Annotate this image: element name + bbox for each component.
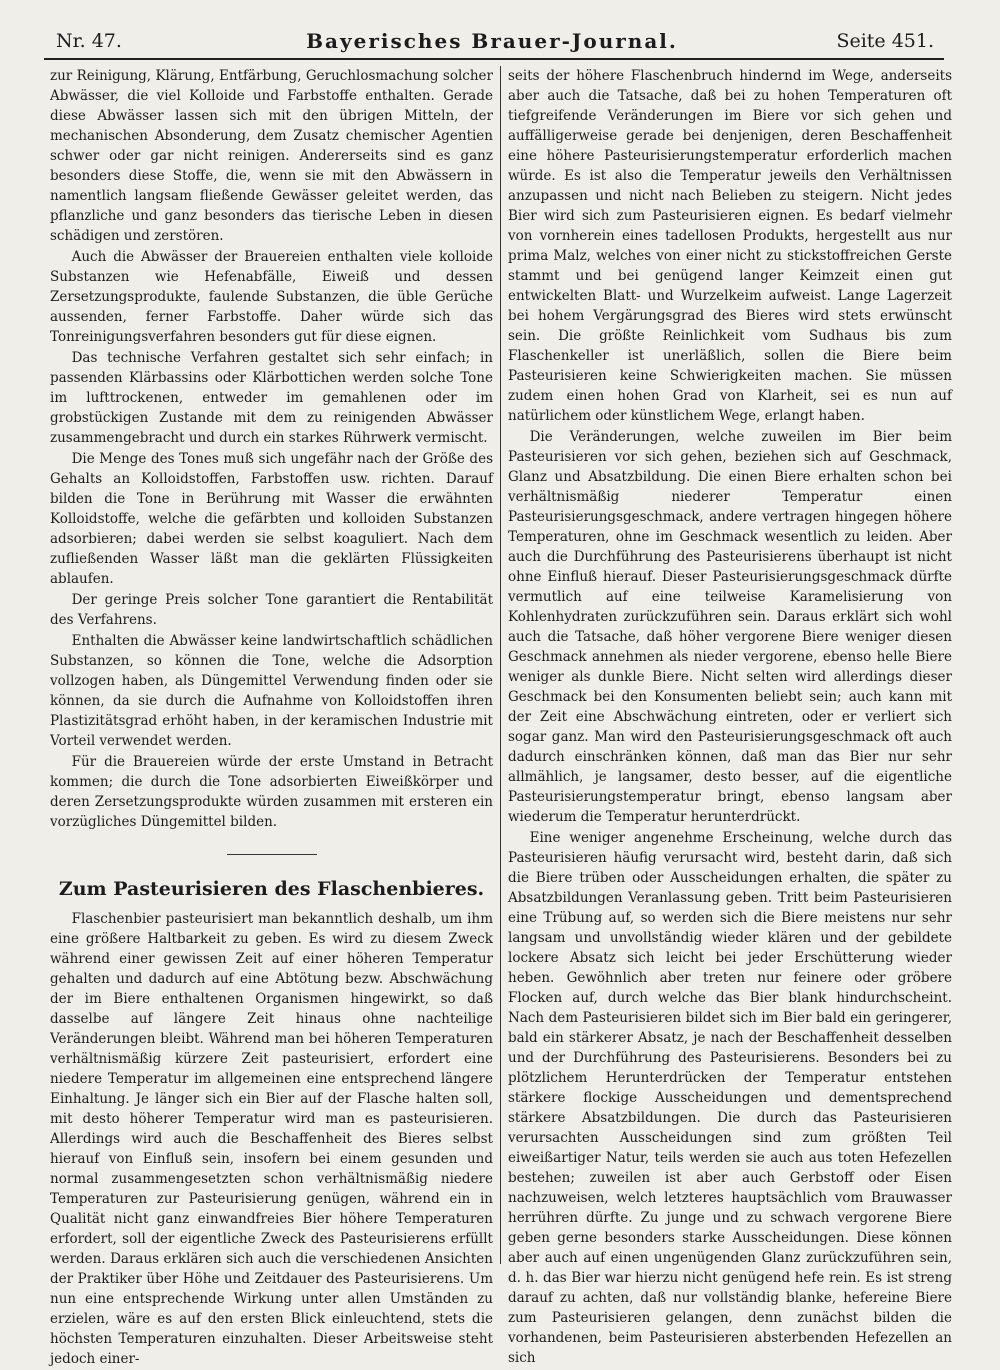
paragraph: seits der höhere Flaschenbruch hindernd im Wege, anderseits aber auch die Tatsache, daß bei zu hohen Temperaturen oft tiefgreifende Veränderungen im Biere vor sich gehen und auffälligerweise gerade bei denjenigen, deren Beschaffenheit eine höhere Pasteurisierungstemperatur erforderlich machen würde. Es ist also die Temperatur jeweils den Verhältnissen anzupassen und nicht nach Belieben zu steigern. Nicht jedes Bier wird sich zum Pasteurisieren eignen. Es bedarf vielmehr von vornherein eines tadellosen Produkts, hergestellt aus nur prima Malz, welches von einer nicht zu stickstoffreichen Gerste stammt und bei genügend langer Keimzeit einen gut entwickelten Blatt- und Wurzelkeim aufweist. Lange Lagerzeit bei hohem Vergärungsgrad des Bieres wird stets erwünscht sein. Die größte Reinlichkeit vom Sudhaus bis zum Flaschenkeller ist unerläßlich, sollen die Biere beim Pasteurisieren keine Schwierigkeiten machen. Sie müssen zudem einen hohen Grad von Klarheit, sei es nun auf natürlichem oder künstlichem Wege, erlangt haben.: [508, 68, 952, 424]
paragraph: Der geringe Preis solcher Tone garantiert die Rentabilität des Verfahrens.: [50, 592, 493, 628]
left-column: [50, 66, 493, 1370]
section-heading: Zum Pasteurisieren des Flaschenbieres.: [58, 878, 485, 900]
paragraph: Die Menge des Tones muß sich ungefähr nach der Größe des Gehalts an Kolloidstoffen, Farbstoffen usw. richten. Darauf bilden die Tone in Berührung mit Wasser die erwähnten Kolloidstoffe, welche die gefärbten und kolloiden Substanzen adsorbieren; dabei werden sie selbst koaguliert. Nach dem zufließenden Wasser läßt man die geklärten Flüssigkeiten ablaufen.: [50, 451, 493, 587]
paragraph: zur Reinigung, Klärung, Entfärbung, Geruchlosmachung solcher Abwässer, die viel Kolloide und Farbstoffe enthalten. Gerade diese Abwässer lassen sich mit den übrigen Mitteln, der mechanischen Absonderung, dem Zusatz chemischer Agentien schwer oder gar nicht reinigen. Andererseits sind es ganz besonders diese Stoffe, die, wenn sie mit den Abwässern in namentlich langsam fließende Gewässer geleitet werden, das pflanzliche und ganz besonders das tierische Leben in diesen schädigen und zerstören.: [50, 68, 493, 244]
journal-title: Bayerisches Brauer-Journal.: [306, 29, 678, 53]
paragraph: Enthalten die Abwässer keine landwirtschaftlich schädlichen Substanzen, so können die Tone, welche die Adsorption vollzogen haben, als Düngemittel Verwendung finden oder sie können, da sie durch die Aufnahme von Kolloidstoffen ihren Plastizitätsgrad erhöht haben, in der keramischen Industrie mit Vorteil verwendet werden.: [50, 633, 493, 749]
page-number: Seite 451.: [836, 30, 934, 52]
page-header: [44, 26, 940, 56]
column-divider: [500, 66, 501, 1264]
right-column: [508, 66, 952, 1369]
paragraph: Das technische Verfahren gestaltet sich sehr einfach; in passenden Klärbassins oder Klärbottichen werden solche Tone im lufttrockenen, entweder im gemahlenen oder im grobstückigen Zustande mit dem zu reinigenden Abwässer zusammengebracht und durch ein starkes Rührwerk vermischt.: [50, 350, 493, 446]
paragraph: Flaschenbier pasteurisiert man bekanntlich deshalb, um ihm eine größere Haltbarkeit zu geben. Es wird zu diesem Zweck während einer gewissen Zeit auf einer höheren Temperatur gehalten und dadurch auf eine Abtötung bezw. Abschwächung der im Biere enthaltenen Organismen hingewirkt, so daß dasselbe auf längere Zeit hinaus ohne nachteilige Veränderungen bleibt. Während man bei höheren Temperaturen verhältnismäßig kürzere Zeit pasteurisiert, erfordert eine niedere Temperatur im allgemeinen eine entsprechend längere Einhaltung. Je länger sich ein Bier auf der Flasche halten soll, mit desto höherer Temperatur wird man es pasteurisieren. Allerdings wird auch die Beschaffenheit des Bieres selbst hierauf von Einfluß sein, insofern bei einem gesunden und normal zusammengesetzten schon verhältnismäßig niedere Temperaturen zur Pasteurisierung genügen, während ein in Qualität nicht ganz einwandfreies Bier höhere Temperaturen erfordert, soll der eigentliche Zweck des Pasteurisierens erfüllt werden. Daraus erklären sich auch die verschiedenen Ansichten der Praktiker über Höhe und Zeitdauer des Pasteurisierens. Um nun eine entsprechende Wirkung unter allen Umständen zu erzielen, wäre es auf den ersten Blick einleuchtend, stets die höchsten Temperaturen einzuhalten. Dieser Arbeitsweise steht jedoch einer-: [50, 911, 493, 1367]
paragraph: Auch die Abwässer der Brauereien enthalten viele kolloide Substanzen wie Hefenabfälle, Eiweiß und dessen Zersetzungsprodukte, faulende Substanzen, die üble Gerüche aussenden, ferner Farbstoffe. Daher würde sich das Tonreinigungsverfahren besonders gut für diese eignen.: [50, 249, 493, 345]
header-rule: [44, 58, 944, 60]
paragraph: Die Veränderungen, welche zuweilen im Bier beim Pasteurisieren vor sich gehen, beziehen sich auf Geschmack, Glanz und Absatzbildung. Die einen Biere erhalten schon bei verhältnismäßig niederer Temperatur einen Pasteurisierungsgeschmack, andere vertragen hingegen höhere Temperaturen, ohne im Geschmack wesentlich zu leiden. Aber auch die Durchführung des Pasteurisierens überhaupt ist nicht ohne Einfluß hierauf. Dieser Pasteurisierungsgeschmack dürfte vermutlich auf eine teilweise Karamelisierung von Kohlenhydraten zurückzuführen sein. Daraus erklärt sich wohl auch die Tatsache, daß höher vergorene Biere weniger diesen Geschmack annehmen als nieder vergorene, ebenso helle Biere weniger als dunkle Biere. Nicht selten wird allerdings dieser Geschmack bei den Konsumenten beliebt sein; auch kann mit der Zeit eine Abschwächung eintreten, oder er verliert sich sogar ganz. Man wird den Pasteurisierungsgeschmack oft auch dadurch einschränken können, daß man das Bier nur sehr allmählich, je langsamer, desto besser, auf die eigentliche Pasteurisierungstemperatur bringt, ebenso langsam aber wiederum die Temperatur herunterdrückt.: [508, 429, 952, 825]
paragraph: Für die Brauereien würde der erste Umstand in Betracht kommen; die durch die Tone adsorbierten Eiweißkörper und deren Zersetzungsprodukte würden zusammen mit ersteren ein vorzügliches Düngemittel bilden.: [50, 754, 493, 830]
section-divider: [227, 854, 317, 855]
issue-number: Nr. 47.: [56, 30, 122, 52]
paragraph: Eine weniger angenehme Erscheinung, welche durch das Pasteurisieren häufig verursacht wird, besteht darin, daß sich die Biere trüben oder Ausscheidungen erhalten, die später zu Absatzbildungen Veranlassung geben. Tritt beim Pasteurisieren eine Trübung auf, so werden sich die Biere meistens nur sehr langsam und unvollständig wieder klären und der gebildete lockere Absatz sich leicht bei jeder Erschütterung wieder heben. Gewöhnlich aber treten nur feinere oder gröbere Flocken auf, durch welche das Bier blank hindurchscheint. Nach dem Pasteurisieren bildet sich im Bier bald ein geringerer, bald ein stärkerer Absatz, je nach der Beschaffenheit desselben und der Durchführung des Pasteurisierens. Besonders bei zu plötzlichem Herunterdrücken der Temperatur entstehen stärkere flockige Ausscheidungen und dementsprechend stärkere Absatzbildungen. Die durch das Pasteurisieren verursachten Ausscheidungen sind zum größten Teil eiweißartiger Natur, teils werden sie auch aus toten Hefezellen bestehen; zuweilen ist aber auch Gerbstoff oder Eisen nachzuweisen, welch letzteres hauptsächlich vom Brauwasser herrühren dürfte. Zu junge und zu schwach vergorene Biere geben gerne besonders starke Ausscheidungen. Diese können aber auch auf einen ungenügenden Glanz zurückzuführen sein, d. h. das Bier war hierzu nicht genügend hefe rein. Es ist streng darauf zu achten, daß nur vollständig blanke, hefereine Biere zum Pasteurisieren gelangen, denn zunächst bilden die vorhandenen, beim Pasteurisieren absterbenden Hefezellen an sich: [508, 830, 952, 1366]
